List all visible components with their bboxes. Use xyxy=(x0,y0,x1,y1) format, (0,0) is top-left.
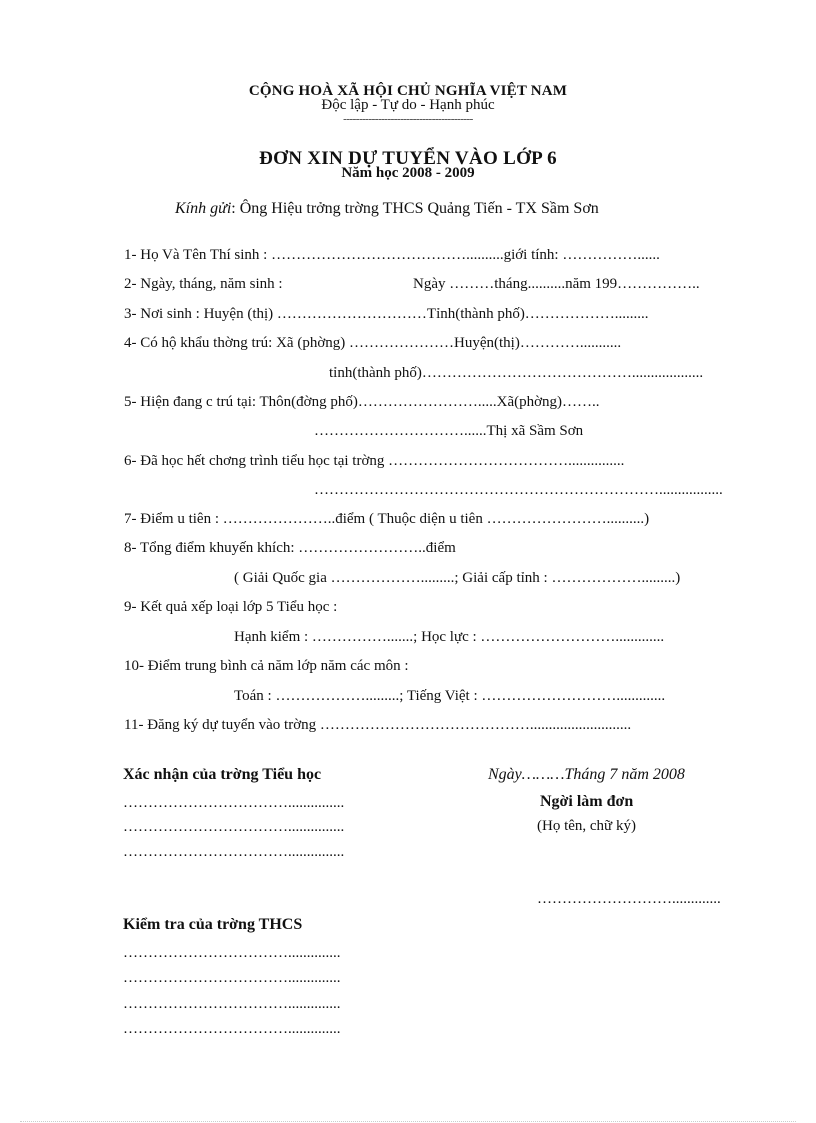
secondary-check-line[interactable]: …………………………….............. xyxy=(123,945,341,961)
applicant-signature-line[interactable]: ………………………............. xyxy=(537,891,721,907)
greeting xyxy=(175,201,599,217)
field-average-score: 10- Điểm trung bình cả năm lớp năm các môn : xyxy=(124,658,409,674)
signing-date: Ngày………Tháng 7 năm 2008 xyxy=(488,766,685,783)
field-primary-school-cont[interactable]: ……………………………………………………………................. xyxy=(314,482,723,498)
primary-confirm-line[interactable]: ……………………………............... xyxy=(123,844,345,860)
header-divider: ----------------------------------------- xyxy=(343,113,473,125)
field-full-name[interactable]: 1- Họ Và Tên Thí sinh : …………………………………..........giới tính: ……………...... xyxy=(124,247,660,263)
field-residence[interactable]: 5- Hiện đang c trú tại: Thôn(đờng phố)…………………….....Xã(phờng)…….. xyxy=(124,394,600,410)
field-grade5-result: 9- Kết quả xếp loại lớp 5 Tiểu học : xyxy=(124,599,338,615)
field-bonus-points[interactable]: 8- Tổng điểm khuyến khích: ……………………..điểm xyxy=(124,540,456,556)
school-year: Năm học 2008 - 2009 xyxy=(341,165,475,181)
greeting-text: : Ông Hiệu trởng trờng THCS Quảng Tiến - TX Sầm Sơn xyxy=(231,200,599,217)
field-birth-date[interactable]: Ngày ………tháng..........năm 199…………….. xyxy=(413,276,700,292)
primary-school-confirmation-title: Xác nhận của trờng Tiểu học xyxy=(123,766,322,783)
field-birth-label: 2- Ngày, tháng, năm sinh : xyxy=(124,276,283,292)
country-name: CỘNG HOÀ XÃ HỘI CHỦ NGHĨA VIỆT NAM xyxy=(248,83,568,99)
field-birthplace[interactable]: 3- Nơi sinh : Huyện (thị) …………………………Tỉnh(thành phố)………………......... xyxy=(124,306,649,322)
field-household[interactable]: 4- Có hộ khẩu thờng trú: Xã (phờng) …………………Huyện(thị)…………........... xyxy=(124,335,622,351)
field-household-province[interactable]: tỉnh(thành phố)……………………………………................... xyxy=(329,365,704,381)
applicant-title: Ngời làm đơn xyxy=(540,793,634,810)
field-conduct-ability[interactable]: Hạnh kiểm : …………….......; Học lực : ………………………............. xyxy=(234,629,665,645)
primary-confirm-line[interactable]: ……………………………............... xyxy=(123,795,345,811)
field-primary-school[interactable]: 6- Đã học hết chơng trình tiểu học tại trờng ………………………………............... xyxy=(124,453,625,469)
applicant-note: (Họ tên, chữ ký) xyxy=(537,818,636,834)
national-motto: Độc lập - Tự do - Hạnh phúc xyxy=(321,97,495,113)
secondary-check-line[interactable]: …………………………….............. xyxy=(123,1021,341,1037)
page-bottom-border xyxy=(20,1121,796,1122)
secondary-school-check-title: Kiểm tra của trờng THCS xyxy=(123,916,303,933)
field-residence-town[interactable]: …………………………......Thị xã Sầm Sơn xyxy=(314,423,584,439)
field-priority-points[interactable]: 7- Điểm u tiên : …………………..điểm ( Thuộc diện u tiên ……………………..........) xyxy=(124,511,650,527)
document-title: ĐƠN XIN DỰ TUYỂN VÀO LỚP 6 xyxy=(259,148,557,169)
field-awards[interactable]: ( Giải Quốc gia ……………….........; Giải cấp tỉnh : ……………….........) xyxy=(234,570,681,586)
field-math-vietnamese[interactable]: Toán : ……………….........; Tiếng Việt : ………………………............. xyxy=(234,688,666,704)
secondary-check-line[interactable]: …………………………….............. xyxy=(123,970,341,986)
secondary-check-line[interactable]: …………………………….............. xyxy=(123,996,341,1012)
greeting-label: Kính gửi xyxy=(175,200,232,217)
primary-confirm-line[interactable]: ……………………………............... xyxy=(123,819,345,835)
field-target-school[interactable]: 11- Đăng ký dự tuyển vào trờng ……………………………………........................... xyxy=(124,717,632,733)
